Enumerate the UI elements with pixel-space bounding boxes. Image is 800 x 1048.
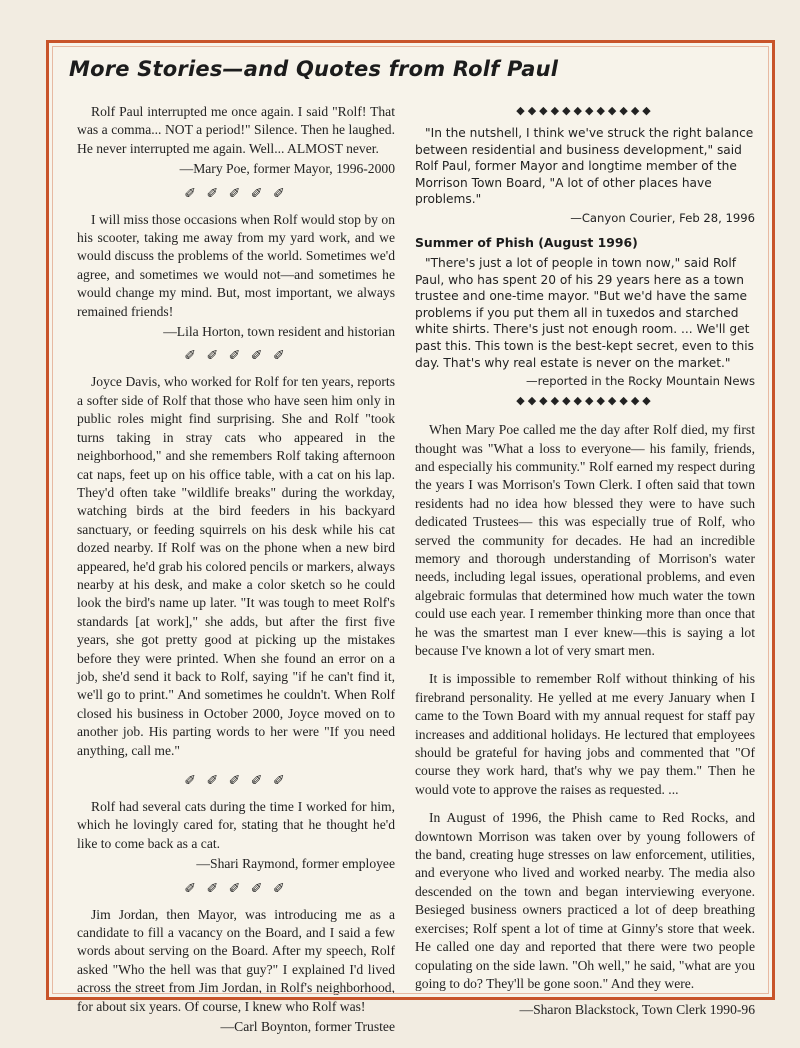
- left-column: [77, 103, 395, 1036]
- attribution: —Shari Raymond, former employee: [196, 856, 395, 872]
- quill-divider-icon: ✐ ✐ ✐ ✐ ✐: [184, 185, 288, 202]
- story-paragraph: In August of 1996, the Phish came to Red Rocks, and downtown Morrison was taken over by young followers of the band, creating huge stresses on law enforcement, utilities, and everyone who lived and worked nearby. The media also descended on the town and began interviewing everyone. Besieged business owners practiced a lot of deep breathing exercises; Rolf spent a lot of time at Ginny's store that week. He called one day and reported that there were two people copulating on the side lawn. "Oh well," he said, "what are you going to do? They'll be gone soon." And they were.: [415, 810, 755, 991]
- page-title: More Stories—and Quotes from Rolf Paul: [69, 57, 559, 81]
- article-frame: [46, 40, 775, 1035]
- attribution: —Mary Poe, former Mayor, 1996-2000: [179, 161, 395, 177]
- section-heading: Summer of Phish (August 1996): [415, 234, 638, 250]
- story-paragraph: I will miss those occasions when Rolf would stop by on his scooter, taking me away from my yard work, and we would discuss the problems of the world. Sometimes we'd agree, and sometimes we would not—and sometimes he would change my mind. But, most important, we always remained friends!: [77, 211, 395, 319]
- quill-divider-icon: ✐ ✐ ✐ ✐ ✐: [184, 880, 288, 897]
- attribution: —Lila Horton, town resident and historian: [163, 324, 395, 340]
- attribution: —Sharon Blackstock, Town Clerk 1990-96: [519, 1002, 755, 1018]
- story-paragraph: Jim Jordan, then Mayor, was introducing me as a candidate to fill a vacancy on the Board, and I said a few words about serving on the Board. After my speech, Rolf asked "Who the hell was that guy?" I explained I'd lived across the street from Jim Jordan, in Rolf's neighborhood, for about six years. Of course, I knew who Rolf was!: [77, 906, 395, 1014]
- story-paragraph: It is impossible to remember Rolf without thinking of his firebrand personality. He yelled at me every January when I came to the Town Board with my annual request for staff pay increases and additional holidays. He lectured that employees should be grateful for having jobs and commented that "Of course they work hard, that's why we pay them." Then he would vote to approve the raises as requested. ...: [415, 671, 755, 797]
- news-source: —Canyon Courier, Feb 28, 1996: [570, 210, 755, 225]
- news-source: —reported in the Rocky Mountain News: [525, 374, 755, 389]
- story-paragraph: When Mary Poe called me the day after Rolf died, my first thought was "What a loss to everyone— his family, friends, and especially his community." Rolf earned my respect during the years I was Morrison's Town Clerk. I often said that town residents had no idea how blessed they were to have such dedicated Trustees— this was especially true of Rolf, who served the community for decades. He had an incredible memory and thorough understanding of Morrison's water needs, including legal issues, operational problems, and even algebraic formulas that determined how much water the town could use each year. I remember thinking more than once that he was the smartest man I ever knew—this is saying a lot because I've known a lot of very smart men.: [415, 422, 755, 658]
- right-column: [415, 103, 755, 1020]
- attribution: —Carl Boynton, former Trustee: [220, 1019, 395, 1035]
- diamond-divider-icon: ◆◆◆◆◆◆◆◆◆◆◆◆: [516, 394, 654, 408]
- story-paragraph: Joyce Davis, who worked for Rolf for ten years, reports a softer side of Rolf that those who have seen him only in public roles might find surprising. She and Rolf "took turns taking in stray cats who appeared in the neighborhood," and she remembers Rolf taking afternoon cat naps, feet up on his office table, with a cat on his lap. They'd often take "wildlife breaks" during the workday, watching birds at the bird feeders in his backyard sanctuary, or feeding squirrels on his desk while his cat dozed nearby. If Rolf was on the phone when a new bird appeared, he'd grab his colored pencils or markers, always nearby at his desk, and make a color sketch so he could look the bird's name up later. "It was tough to meet Rolf's standards [at work]," she adds, but after the first five years, she got pretty good at picking up the mistakes before they were printed. When she found an error on a job, she'd send it back to Rolf, saying "if he can't find it, we'll go to print." And sometimes he couldn't. When Rolf closed his business in October 2000, Joyce moved on to another job. His parting words to her were "If you need anything, call me.": [77, 374, 395, 758]
- quill-divider-icon: ✐ ✐ ✐ ✐ ✐: [184, 348, 288, 365]
- quill-divider-icon: ✐ ✐ ✐ ✐ ✐: [184, 773, 288, 789]
- diamond-divider-icon: ◆◆◆◆◆◆◆◆◆◆◆◆: [516, 104, 654, 117]
- story-paragraph: Rolf had several cats during the time I worked for him, which he lovingly cared for, stating that he thought he'd like to come back as a cat.: [77, 799, 395, 851]
- news-quote: "In the nutshell, I think we've struck the right balance between residential and business development," said Rolf Paul, former Mayor and longtime member of the Morrison Town Board, "A lot of other places have problems.": [415, 126, 754, 207]
- news-quote: "There's just a lot of people in town now," said Rolf Paul, who has spent 20 of his 29 years here as a town trustee and one-time mayor. "But we'd have the same problems if you put them all in tuxedos and starched white shirts. There's just not enough room. ... We'll get past this. This town is the best-kept secret, even to this day. That's why real estate is never on the market.": [415, 255, 754, 370]
- story-paragraph: Rolf Paul interrupted me once again. I said "Rolf! That was a comma... NOT a period!" Silence. Then he laughed. He never interrupted me again. Well... ALMOST never.: [77, 104, 395, 156]
